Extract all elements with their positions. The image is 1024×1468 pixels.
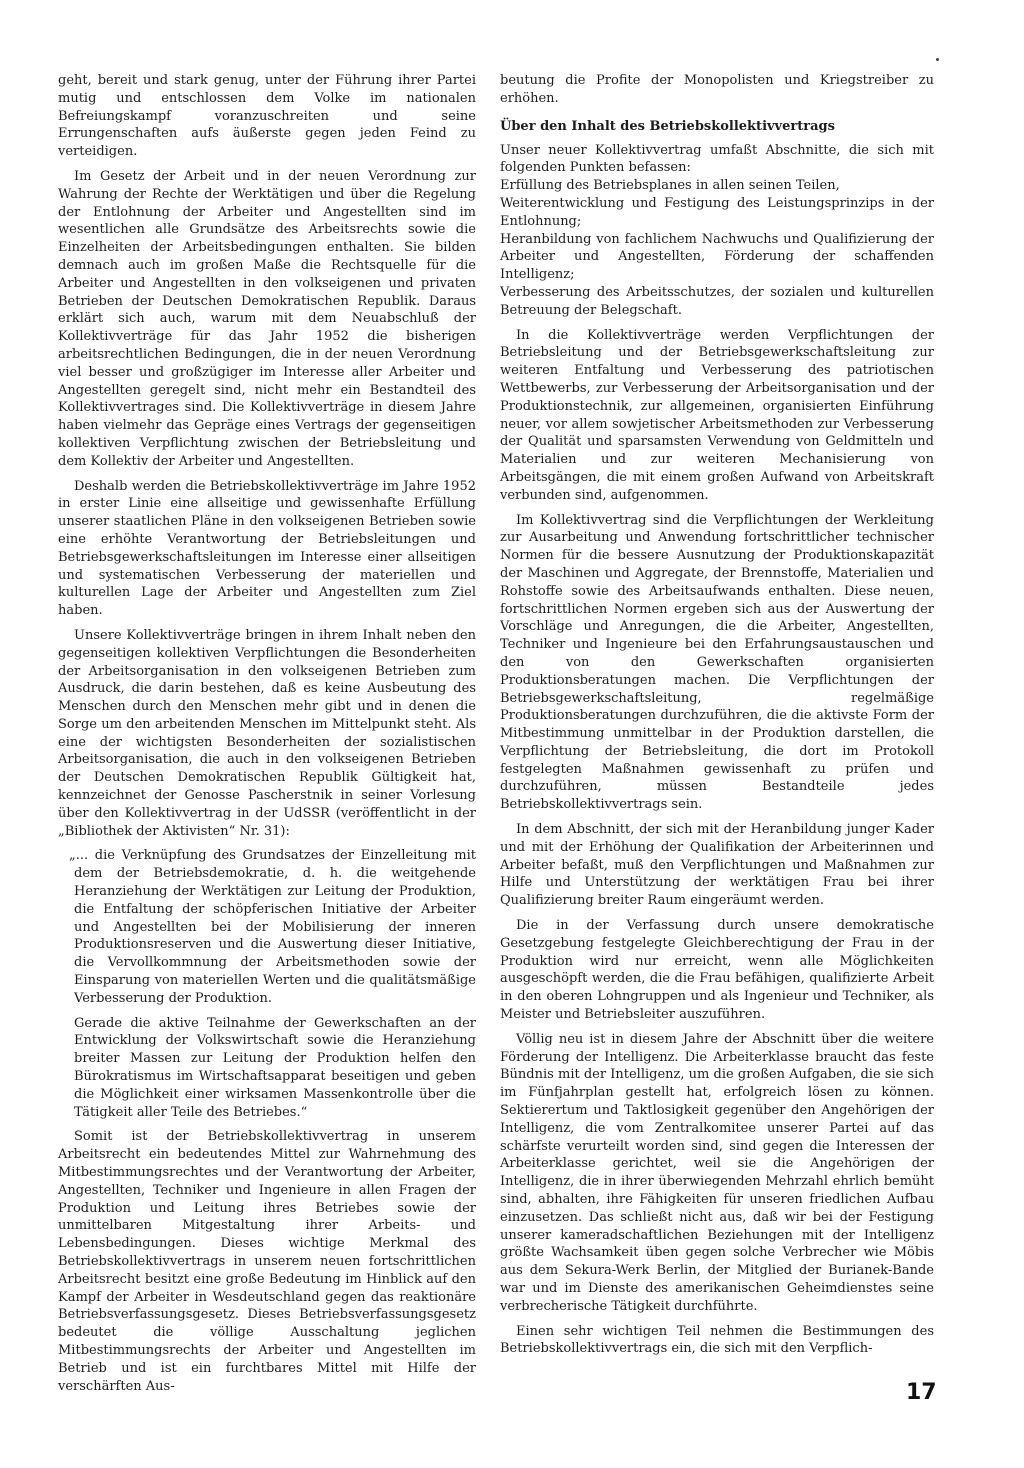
- page-number: 17: [906, 1380, 937, 1405]
- list-item: Heranbildung von fachlichem Nachwuchs und Qualifizierung der Arbeiter und Angestellten, Förderung der schaffenden Intelligenz;: [500, 231, 934, 283]
- list-item: Weiterentwicklung und Festigung des Leistungsprinzips in der Entlohnung;: [500, 195, 934, 229]
- paragraph: In dem Abschnitt, der sich mit der Heranbildung junger Kader und mit der Erhöhung der Qualifikation der Arbeiterinnen und Arbeiter befaßt, muß den Verpflichtungen und Maßnahmen zur Hilfe und Unterstützung der werktätigen Frau bei ihrer Qualifizierung breiter Raum eingeräumt werden.: [500, 822, 934, 909]
- paragraph: Unsere Kollektivverträge bringen in ihrem Inhalt neben den gegenseitigen kollektiven Verpflichtungen die Besonderheiten der Arbeitsorganisation in den volkseigenen Betrieben zum Ausdruck, die darin bestehen, daß es keine Ausbeutung des Menschen durch den Menschen mehr gibt und in denen die Sorge um den arbeitenden Menschen im Mittelpunkt steht. Als eine der wichtigsten Besonderheiten der sozialistischen Arbeitsorganisation, die auch in den volkseigenen Betrieben der Deutschen Demokratischen Republik Gültigkeit hat, kennzeichnet der Genosse Pascherstnik in seiner Vorlesung über den Kollektivvertrag in der UdSSR (veröffentlicht in der „Bibliothek der Aktivisten“ Nr. 31):: [58, 627, 476, 839]
- paragraph: Völlig neu ist in diesem Jahre der Abschnitt über die weitere Förderung der Intelligenz. Die Arbeiterklasse braucht das feste Bündnis mit der Intelligenz, um die großen Aufgaben, die sie sich im Fünfjahrplan gestellt hat, erfolgreich lösen zu können. Sektierertum und Taktlosigkeit gegenüber den Angehörigen der Intelligenz, die vom Zentralkomitee unserer Partei auf das schärfste verurteilt worden sind, sind gegen die Interessen der Arbeiterklasse gerichtet, weil sie die Angehörigen der Intelligenz, die in ihrer überwiegenden Mehrzahl ehrlich bemüht sind, abhalten, ihre Fähigkeiten für unseren friedlichen Aufbau einzusetzen. Das schließt nicht aus, daß wir bei der Festigung unserer kameradschaftlichen Beziehungen mit der Intelligenz größte Wachsamkeit üben gegen solche Verbrecher wie Möbis aus dem Sekura-Werk Berlin, der Mitglied der Burianek-Bande war und im Dienste des amerikanischen Geheimdienstes seine verbrecherische Tätigkeit durchführte.: [500, 1031, 934, 1314]
- section-heading: Über den Inhalt des Betriebskollektivvertrags: [500, 118, 835, 134]
- paragraph: Im Kollektivvertrag sind die Verpflichtungen der Werkleitung zur Ausarbeitung und Anwendung fortschrittlicher technischer Normen für die bessere Ausnutzung der Produktionskapazität der Maschinen und Aggregate, der Brennstoffe, Materialien und Rohstoffe sowie des Arbeitsaufwands enthalten. Diese neuen, fortschrittlichen Normen ergeben sich aus der Auswertung der Vorschläge und Anregungen, die die Arbeiter, Angestellten, Techniker und Ingenieure bei den Erfahrungsaustauschen und den von den Gewerkschaften organisierten Produktionsberatungen machen. Die Verpflichtungen der Betriebsgewerkschaftsleitung, regelmäßige Produktionsberatungen durchzuführen, die die aktivste Form der Mitbestimmung unmittelbar in der Produktion darstellen, die Verpflichtung der Betriebsleitung, die dort im Protokoll festgelegten Maßnahmen gewissenhaft zu prüfen und durchzuführen, müssen Bestandteile jedes Betriebskollektivvertrags sein.: [500, 512, 934, 813]
- paragraph: Somit ist der Betriebskollektivvertrag in unserem Arbeitsrecht ein bedeutendes Mittel zur Wahrnehmung des Mitbestimmungsrechtes und der Verantwortung der Arbeiter, Angestellten, Techniker und Ingenieure in allen Fragen der Produktion und Leitung ihres Betriebes sowie der unmittelbaren Mitgestaltung ihrer Arbeits- und Lebensbedingungen. Dieses wichtige Merkmal des Betriebskollektivvertrags in unserem neuen fortschrittlichen Arbeitsrecht besitzt eine große Bedeutung im Hinblick auf den Kampf der Arbeiter in Wesdeutschland gegen das reaktionäre Betriebsverfassungsgesetz. Dieses Betriebsverfassungsgesetz bedeutet die völlige Ausschaltung jeglichen Mitbestimmungsrechts der Arbeiter und Angestellten im Betrieb und ist ein furchtbares Mittel mit Hilfe der verschärften Aus-: [58, 1129, 476, 1394]
- topic-list: [500, 177, 934, 319]
- paragraph: Einen sehr wichtigen Teil nehmen die Bestimmungen des Betriebskollektivvertrags ein, die sich mit den Verpflich-: [500, 1323, 934, 1357]
- quote-paragraph: Gerade die aktive Teilnahme der Gewerkschaften an der Entwicklung der Volkswirtschaft sowie die Heranziehung breiter Massen zur Leitung der Produktion helfen den Bürokratismus im Wirtschaftsapparat beseitigen und geben die Möglichkeit einer wirksamen Massenkontrolle über die Tätigkeit aller Teile des Betriebes.“: [74, 1015, 476, 1120]
- paragraph: Im Gesetz der Arbeit und in der neuen Verordnung zur Wahrung der Rechte der Werktätigen und über die Regelung der Entlohnung der Arbeiter und Angestellten sind im wesentlichen alle Grundsätze des Arbeitsrechts sowie die Einzelheiten der Arbeitsbedingungen enthalten. Sie bilden demnach auch im großen Maße die Rechtsquelle für die Arbeiter und Angestellten in den volkseigenen und privaten Betrieben der Deutschen Demokratischen Republik. Daraus erklärt sich auch, warum mit dem Neuabschluß der Kollektivverträge für das Jahr 1952 die bisherigen arbeitsrechtlichen Bedingungen, die in der neuen Verordnung viel besser und großzügiger im Interesse aller Arbeiter und Angestellten geregelt sind, nicht mehr ein Bestandteil des Kollektivvertrages sind. Die Kollektivverträge in diesem Jahre haben vielmehr das Gepräge eines Vertrags der gegenseitigen kollektiven Verpflichtung zwischen der Betriebsleitung und dem Kollektiv der Arbeiter und Angestellten.: [58, 168, 476, 469]
- paragraph: geht, bereit und stark genug, unter der Führung ihrer Partei mutig und entschlossen dem Volke im nationalen Befreiungskampf voranzuschreiten und seine Errungenschaften aufs äußerste gegen jeden Feind zu verteidigen.: [58, 73, 476, 160]
- list-intro: Unser neuer Kollektivvertrag umfaßt Abschnitte, die sich mit folgenden Punkten befassen:: [500, 142, 934, 176]
- quotation: [58, 847, 476, 1121]
- paragraph: In die Kollektivverträge werden Verpflichtungen der Betriebsleitung und der Betriebsgewerkschaftsleitung zur weiteren Entfaltung und Verbesserung des patriotischen Wettbewerbs, zur Verbesserung der Arbeitsorganisation und der Produktionstechnik, zur allgemeinen, organisierten Einführung neuer, vor allem sowjetischer Arbeitsmethoden zur Verbesserung der Qualität und sparsamsten Verwendung von Geldmitteln und Materialien und zur weiteren Mechanisierung von Arbeitsgängen, die mit einem großen Aufwand von Arbeitskraft verbunden sind, aufgenommen.: [500, 327, 934, 503]
- list-item: Verbesserung des Arbeitsschutzes, der sozialen und kulturellen Betreuung der Belegschaft.: [500, 284, 934, 318]
- paragraph-continuation: beutung die Profite der Monopolisten und Kriegstreiber zu erhöhen.: [500, 73, 934, 106]
- quote-paragraph: „... die Verknüpfung des Grundsatzes der Einzelleitung mit dem der Betriebsdemokratie, d. h. die weitgehende Heranziehung der Werktätigen zur Leitung der Produktion, die Entfaltung der schöpferischen Initiative der Arbeiter und Angestellten bei der Mobilisierung der inneren Produktionsreserven und die Auswertung dieser Initiative, die Vervollkommnung der Arbeitsmethoden sowie der Einsparung von materiellen Werten und die qualitätsmäßige Verbesserung der Produktion.: [69, 848, 476, 1006]
- print-speck: [936, 58, 939, 61]
- left-column: [58, 72, 476, 1402]
- right-column: [500, 72, 934, 1365]
- paragraph: Deshalb werden die Betriebskollektivverträge im Jahre 1952 in erster Linie eine allseitige und gewissenhafte Erfüllung unserer staatlichen Pläne in den volkseigenen Betrieben sowie eine erhöhte Verantwortung der Betriebsleitungen und Betriebsgewerkschaftsleitungen im Interesse einer allseitigen und systematischen Verbesserung der materiellen und kulturellen Lage der Arbeiter und Angestellten zum Ziel haben.: [58, 478, 476, 619]
- paragraph: Die in der Verfassung durch unsere demokratische Gesetzgebung festgelegte Gleichberechtigung der Frau in der Produktion wird nur erreicht, wenn alle Möglichkeiten ausgeschöpft werden, die die Frau befähigen, qualifizierte Arbeit in den oberen Lohngruppen und als Ingenieur und Techniker, als Meister und Betriebsleiter auszuführen.: [500, 918, 934, 1023]
- list-item: Erfüllung des Betriebsplanes in allen seinen Teilen,: [500, 178, 840, 194]
